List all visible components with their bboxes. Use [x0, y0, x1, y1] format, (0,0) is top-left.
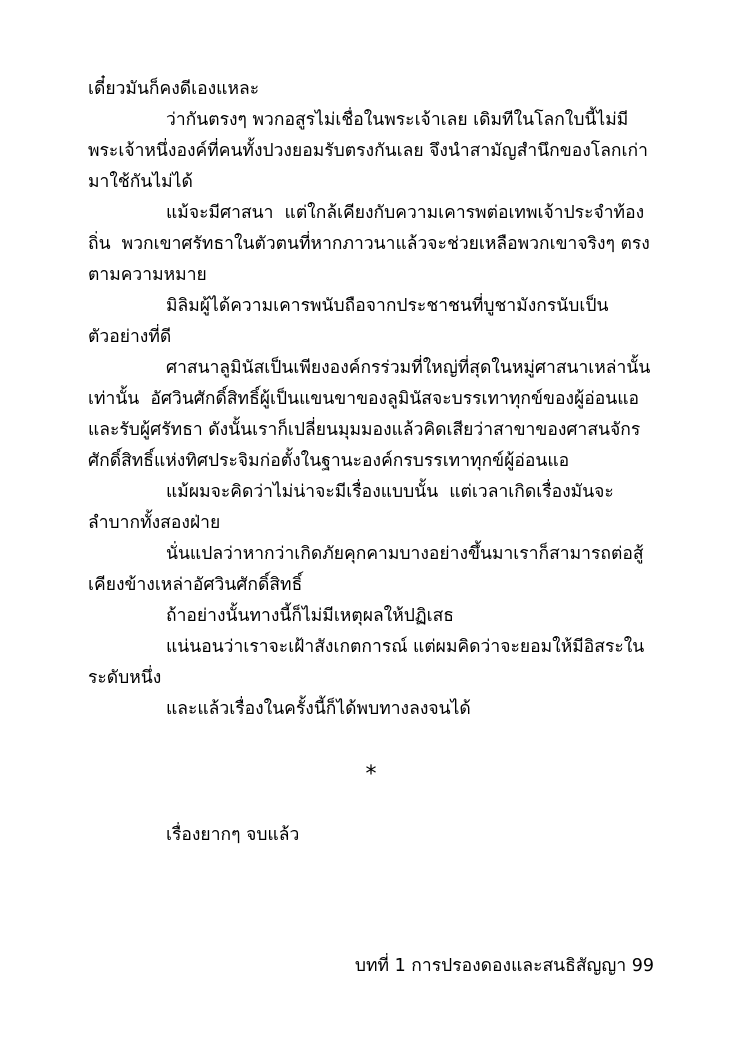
paragraph: และแล้วเรื่องในครั้งนี้ก็ได้พบทางลงจนได้	[166, 699, 471, 719]
paragraph: เดี๋ยวมันก็คงดีเองแหละ	[88, 79, 260, 99]
paragraph: แน่นอนว่าเราจะเฝ้าสังเกตการณ์ แต่ผมคิดว่าจะยอมให้มีอิสระในระดับหนึ่ง	[88, 637, 645, 688]
paragraph: ว่ากันตรงๆ พวกอสูรไม่เชื่อในพระเจ้าเลย เดิมทีในโลกใบนี้ไม่มีพระเจ้าหนึ่งองค์ที่คนทั้งปวงยอมรับตรงกันเลย จึงนำสามัญสำนึกของโลกเก่ามาใช้กันไม่ได้	[88, 110, 648, 192]
closing-line: เรื่องยากๆ จบแล้ว	[166, 825, 300, 845]
page-footer: บทที่ 1 การปรองดองและสนธิสัญญา 99	[354, 956, 654, 976]
paragraph: แม้ผมจะคิดว่าไม่น่าจะมีเรื่องแบบนั้น แต่เวลาเกิดเรื่องมันจะลำบากทั้งสองฝ่าย	[88, 482, 614, 533]
paragraph: ถ้าอย่างนั้นทางนี้ก็ไม่มีเหตุผลให้ปฏิเสธ	[166, 606, 454, 626]
paragraph: ศาสนาลูมินัสเป็นเพียงองค์กรร่วมที่ใหญ่ที่สุดในหมู่ศาสนาเหล่านั้นเท่านั้น อัศวินศักดิ์สิทธิ์ผู้เป็นแขนขาของลูมินัสจะบรรเทาทุกข์ของผู้อ่อนแอและรับผู้ศรัทธา ดังนั้นเราก็เปลี่ยนมุมมองแล้วคิดเสียว่าสาขาของศาสนจักรศักดิ์สิทธิ์แห่งทิศประจิมก่อตั้งในฐานะองค์กรบรรเทาทุกข์ผู้อ่อนแอ	[88, 358, 651, 471]
paragraph: มิลิมผู้ได้ความเคารพนับถือจากประชาชนที่บูชามังกรนับเป็นตัวอย่างที่ดี	[88, 296, 609, 347]
document-body	[88, 74, 654, 851]
paragraph: นั่นแปลว่าหากว่าเกิดภัยคุกคามบางอย่างขึ้นมาเราก็สามารถต่อสู้เคียงข้างเหล่าอัศวินศักดิ์สิทธิ์	[88, 544, 644, 595]
section-divider: *	[365, 762, 377, 787]
paragraph: แม้จะมีศาสนา แต่ใกล้เคียงกับความเคารพต่อเทพเจ้าประจำท้องถิ่น พวกเขาศรัทธาในตัวตนที่หากภาวนาแล้วจะช่วยเหลือพวกเขาจริงๆ ตรงตามความหมาย	[88, 203, 650, 285]
